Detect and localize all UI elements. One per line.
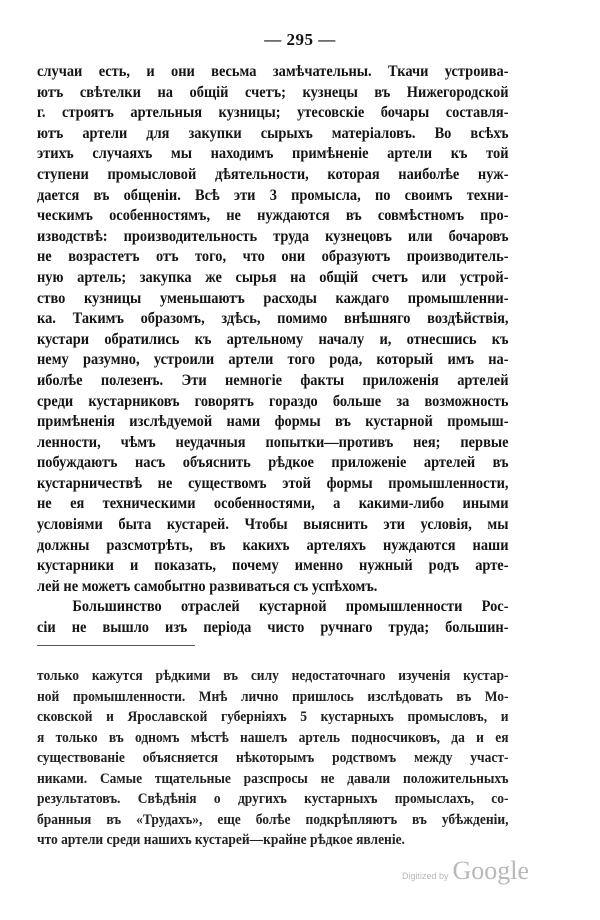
footnote-line: ной промышленности. Мнѣ лично пришлось изслѣдовать въ Мо- (37, 688, 509, 705)
text-line: этихъ случаяхъ мы находимъ примѣненіе артели къ той (37, 145, 509, 163)
footnote-line: бранныя въ «Трудахъ», еще болѣе подкрѣпляютъ въ убѣжденіи, (37, 811, 509, 828)
text-line: дается въ общеніи. Всѣ эти 3 промысла, по своимъ техни- (37, 186, 509, 204)
footnote-text (37, 666, 508, 851)
digitized-by-google-watermark (402, 856, 529, 886)
text-line: не возрастетъ отъ того, что они образуютъ производитель- (37, 248, 509, 266)
text-line: побуждаютъ насъ объяснить рѣдкое приложеніе артелей въ (37, 454, 509, 472)
text-line: изводствѣ: производительность труда кузнецовъ или бочаровъ (37, 227, 509, 245)
page-number: — 295 — (264, 30, 336, 49)
text-line: кустарничествѣ не существомъ этой формы промышленности, (37, 474, 509, 492)
main-text (37, 62, 508, 639)
footnote-line: только кажутся рѣдкими въ силу недостаточнаго изученія кустар- (37, 668, 509, 684)
footnote-line: я только въ одномъ мѣстѣ нашелъ артель подносчиковъ, да и ея (37, 729, 509, 746)
footnote-line: существованіе объясняется нѣкоторымъ родствомъ между участ- (37, 750, 509, 766)
text-line: примѣненія изслѣдуемой нами формы въ кустарной промыш- (37, 413, 509, 431)
footnote-divider (37, 645, 195, 646)
text-line: ступени промысловой дѣятельности, которая наиболѣе нуж- (37, 165, 509, 183)
footnote-line: никами. Самые тщательные разспросы не давали положительныхъ (37, 770, 509, 787)
text-line: ство кузницы уменьшаютъ расходы каждаго промышленни- (37, 289, 509, 307)
text-line: г. строятъ артельныя кузницы; утесовскіе бочары составля- (37, 104, 509, 122)
text-line: должны разсмотрѣть, въ какихъ артеляхъ нуждаются наши (37, 536, 509, 554)
text-line: ную артель; закупка же сырья на общій счетъ или устрой- (37, 268, 509, 286)
text-line: сіи не вышло изъ періода чисто ручнаго труда; большин- (37, 619, 509, 637)
text-line: ютъ артели для закупки сырыхъ матеріаловъ. Во всѣхъ (37, 124, 509, 142)
text-line: лей не можетъ самобытно развиваться съ успѣхомъ. (37, 577, 378, 595)
text-line: случаи есть, и они весьма замѣчательны. Ткачи устроива- (37, 63, 509, 80)
text-line: иболѣе полезенъ. Эти немногіе факты приложенія артелей (37, 371, 509, 389)
text-line: Большинство отраслей кустарной промышленности Рос- (72, 598, 509, 616)
watermark-prefix: Digitized by (402, 871, 449, 881)
footnote-line: сковской и Ярославской губерніяхъ 5 кустарныхъ промысловъ, и (37, 709, 509, 725)
text-line: не ея техническими особенностями, а какими-либо иными (37, 495, 509, 513)
footnote-line: что артели среди нашихъ кустарей—крайне рѣдкое явленіе. (37, 832, 405, 848)
text-line: ленности, чѣмъ неудачныя попытки—противъ нея; первые (37, 433, 509, 451)
text-line: среди кустарниковъ говорятъ гораздо больше за возможность (37, 392, 509, 410)
footnote-line: результатовъ. Свѣдѣнія о другихъ кустарныхъ промыслахъ, со- (37, 791, 509, 807)
text-line: ка. Такимъ образомъ, здѣсь, помимо внѣшняго воздѣйствія, (37, 310, 509, 328)
google-logo: Google (452, 856, 530, 885)
text-line: ческимъ особенностямъ, не нуждаются въ совмѣстномъ про- (37, 207, 509, 225)
text-line: условіями быта кустарей. Чтобы выяснить эти условія, мы (37, 516, 509, 534)
text-line: кустари обратились къ артельному началу и, отнесшись къ (37, 330, 509, 348)
text-line: ютъ свѣтелки на общій счетъ; кузнецы въ Нижегородской (37, 83, 509, 101)
text-line: нему разумно, устроили артели того рода, который имъ на- (37, 351, 509, 369)
text-line: кустарники и показать, почему именно нужный родъ арте- (37, 557, 509, 575)
